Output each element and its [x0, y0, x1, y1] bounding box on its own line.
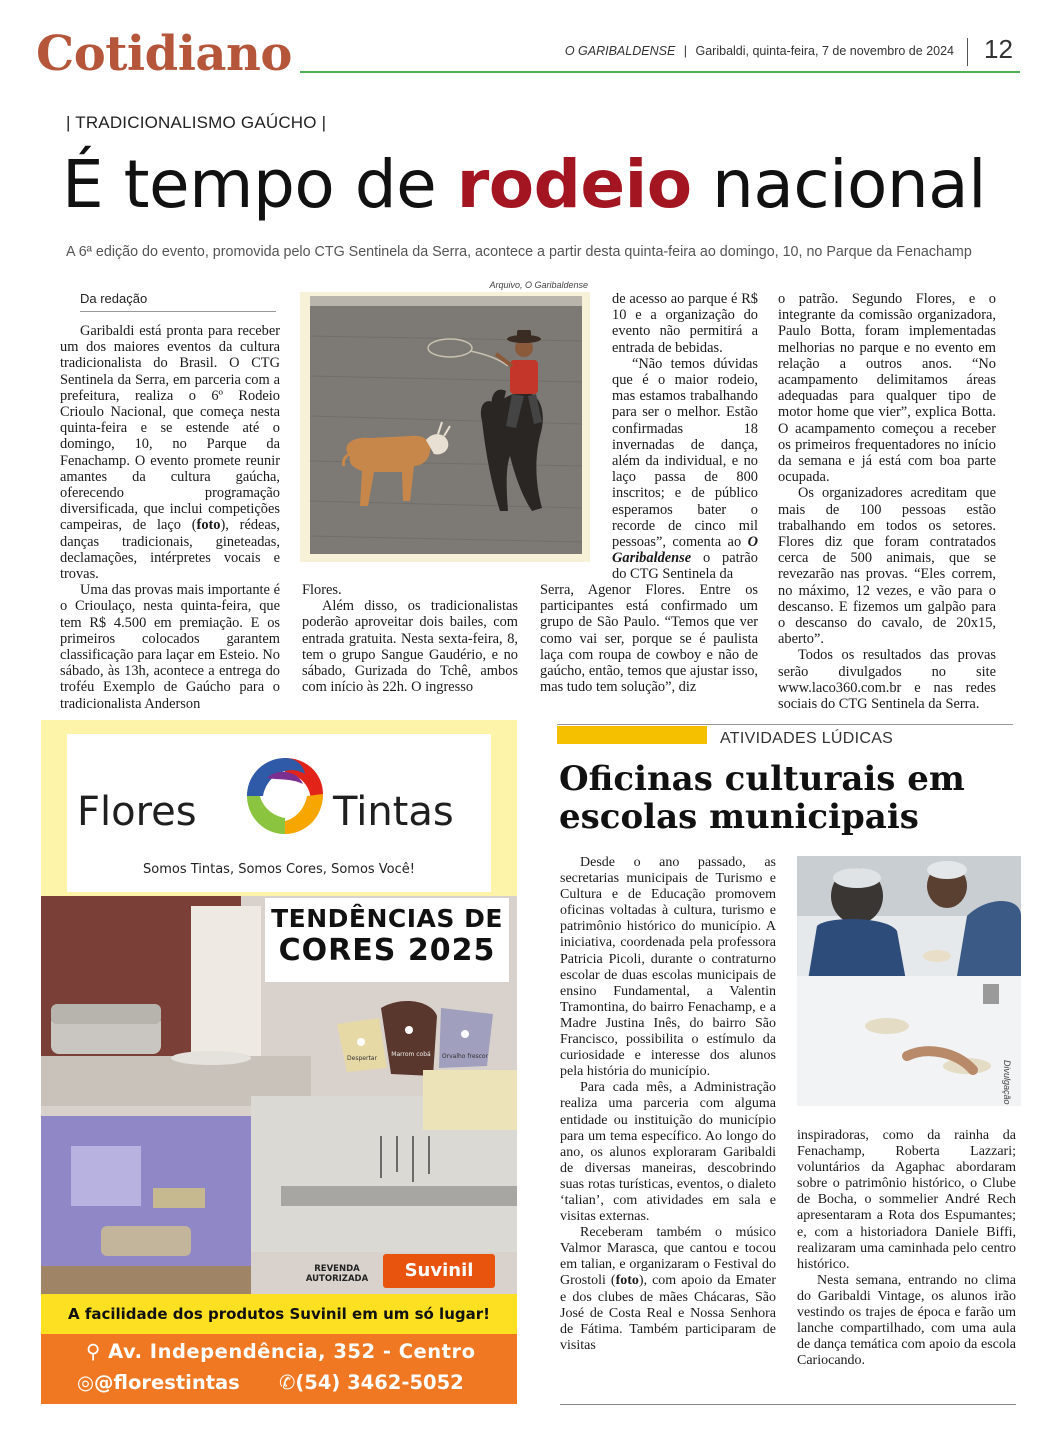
paragraph	[560, 1225, 776, 1354]
text: “Não temos dúvidas que é o maior rodeio, mas estamos trabalhando para ser o melhor. Estão confirmadas 18 invernadas de dança, além da individual, e no laço passa de 800 inscritos; e de público esperamos bater o recorde de cinco mil pessoas”, comenta ao	[612, 355, 758, 551]
article1-column-1	[60, 323, 280, 712]
headline-highlight: rodeio	[456, 146, 692, 223]
ad-phone	[279, 1371, 464, 1394]
authorized-dealer-label: REVENDA AUTORIZADA	[305, 1264, 369, 1284]
paragraph: inspiradoras, como da rainha da Fenachamp, Roberta Lazzari; voluntários da Agaphac abordaram sobre o patrimônio histórico, o Clube de Bocha, o sommelier André Rech apresentaram a Rota dos Espumantes; e, com a historiadora Daniele Biffi, realizaram uma caminhada pelo centro histórico.	[797, 1128, 1016, 1272]
paragraph: de acesso ao parque é R$ 10 e a organização do evento não permitirá a entrada de bebidas.	[612, 291, 758, 356]
paragraph: Nesta semana, entrando no clima do Garibaldi Vintage, os alunos irão vestindo os trajes de época e farão um lanche compartilhado, com uma aula de dança temática com apoio da escola Cariocando.	[797, 1272, 1016, 1369]
advertisement	[41, 720, 517, 1404]
article2-top-rule	[557, 724, 1013, 725]
publication-name: O GARIBALDENSE	[564, 44, 676, 58]
ad-logo-panel	[67, 734, 491, 892]
newspaper-name: O Garibaldense	[612, 534, 758, 567]
article-kicker: | TRADICIONALISMO GAÚCHO |	[66, 113, 327, 132]
ad-slogan: A facilidade dos produtos Suvinil em um só lugar!	[41, 1294, 517, 1334]
text: ), rédeas, danças tradicionais, gineteadas, declamações, intérpretes vocais e trovas.	[60, 517, 281, 583]
headline-post: nacional	[691, 146, 986, 223]
text: Garibaldi está pronta para receber um dos maiores eventos da cultura tradicionalista do Brasil. O CTG Sentinela da Serra, em parceria com a prefeitura, realiza o 6º Rodeio Crioulo Nacional, que começa nesta quinta-feira e se estende até o domingo, 10, no Parque da Fenachamp. O evento promete reunir amantes da cultura gaúcha, oferecendo programação diversificada, que inclui competições campeiras, de laço (	[60, 323, 280, 534]
whatsapp-icon: ✆	[279, 1371, 296, 1394]
ad-instagram	[77, 1371, 240, 1394]
swatch-label-2: Marrom cobá	[391, 1051, 431, 1058]
article2-title: Oficinas culturais em escolas municipais	[559, 759, 965, 837]
suvinil-label: Suvinil	[404, 1260, 474, 1281]
paragraph	[60, 323, 280, 582]
swatch-label-1: Despertar	[347, 1055, 377, 1062]
workshop-photo-image	[797, 856, 1021, 1106]
swatch-label-3: Orvalho frescor	[441, 1053, 489, 1060]
photo-ref: foto	[196, 517, 221, 534]
article-headline	[62, 146, 986, 223]
instagram-handle: @florestintas	[94, 1371, 240, 1394]
article2-column-1	[560, 855, 776, 1354]
photo-credit: Arquivo, O Garibaldense	[489, 280, 588, 290]
swirl-logo-icon	[237, 748, 333, 844]
paragraph: Além disso, os tradicionalistas poderão aproveitar dois bailes, com entrada gratuita. Nesta sexta-feira, 8, tem o grupo Sangue Gaudério, e no sábado, Gurizada do Tchê, ambos com início às 22h. O ingresso	[302, 598, 518, 696]
dateline: Garibaldi, quinta-feira, 7 de novembro de 2024	[695, 44, 954, 58]
section-title: Cotidiano	[36, 26, 292, 82]
article-subhead: A 6ª edição do evento, promovida pelo CTG Sentinela da Serra, acontece a partir desta quinta-feira ao domingo, 10, no Parque da Fenachamp	[66, 244, 972, 260]
rodeo-photo-image	[310, 296, 582, 554]
header-info	[565, 44, 954, 58]
byline-rule	[80, 311, 276, 312]
paragraph: Todos os resultados das provas serão divulgados no site www.laco360.com.br e nas redes sociais do CTG Sentinela da Serra.	[778, 647, 996, 713]
location-pin-icon: ⚲	[86, 1340, 101, 1363]
brand-name-left: Flores	[77, 789, 197, 835]
ad-contact-panel	[41, 1334, 517, 1404]
address-text: Av. Independência, 352 - Centro	[108, 1340, 476, 1363]
article1-column-3a	[612, 291, 758, 583]
paragraph: Desde o ano passado, as secretarias municipais de Turismo e Cultura e de Educação promovem oficinas voltadas à cultura, turismo e patrimônio histórico do município. A iniciativa, coordenada pela professora Patricia Picoli, durante o contraturno escolar de duas escolas municipais de ensino Fundamental, a Valentin Tramontina, do bairro Fenachamp, e a Madre Justina Inês, do bairro São Francisco, possibilita o estímulo da curiosidade e interesse dos alunos pela história do município.	[560, 855, 776, 1080]
text: Receberam também o músico Valmor Marasca, que cantou e tocou em talian, e organizaram o Festival do Grostoli (	[560, 1225, 776, 1289]
article2-accent-bar	[557, 726, 707, 744]
paragraph: Uma das provas mais importante é o Crioulaço, nesta quinta-feira, que tem R$ 4.500 em premiação. E os primeiros colocados garantem classificação para laçar em Esteio. No sábado, às 13h, acontece a entrega do troféu Exemplo de Gaúcho para o tradicionalista Anderson	[60, 582, 280, 712]
paragraph	[612, 356, 758, 583]
trend-banner	[265, 898, 509, 982]
article1-column-4	[778, 291, 996, 712]
paragraph: Flores.	[302, 582, 342, 598]
text: o patrão do CTG Sentinela da	[612, 550, 758, 583]
header-rule	[300, 71, 1020, 73]
header-separator: |	[683, 44, 688, 58]
article1-column-3b	[540, 582, 758, 695]
article1-column-2	[302, 582, 518, 695]
article2-column-2	[797, 1128, 1016, 1369]
text: ), com apoio da Emater e dos clubes de mães Chácaras, São José de Costa Real e Nossa Senhora de Fátima. Também participaram de visitas	[560, 1273, 776, 1353]
bottom-rule	[560, 1404, 1016, 1405]
workshop-photo	[797, 856, 1021, 1106]
article2-photo-credit: Divulgação	[1002, 1060, 1012, 1105]
ad-tagline: Somos Tintas, Somos Cores, Somos Você!	[143, 862, 415, 877]
ad-address	[86, 1340, 476, 1363]
headline-pre: É tempo de	[62, 146, 457, 223]
rodeo-photo	[300, 292, 590, 562]
trend-line-2: CORES 2025	[278, 933, 496, 968]
suvinil-logo	[383, 1254, 495, 1288]
paragraph: Para cada mês, a Administração realiza uma parceria com alguma entidade ou instituição do município para um tema específico. Ao longo do ano, os alunos exploraram Garibaldi de diversas maneiras, descobrindo suas rotas turísticas, eventos, o dialeto ‘talian’, com atividades em sala e visitas externas.	[560, 1080, 776, 1225]
phone-number: (54) 3462-5052	[295, 1371, 464, 1394]
header-divider	[967, 38, 968, 66]
article2-kicker: ATIVIDADES LÚDICAS	[720, 730, 894, 747]
trend-line-1: TENDÊNCIAS DE	[271, 904, 503, 933]
paragraph: Os organizadores acreditam que mais de 100 pessoas estão trabalhando em todos os setores. Flores diz que foram contratados cerca de 500 animais, que se revezarão nas provas. “Eles correm, no máximo, 12 vezes, e vão para o descanso. E fizemos um galpão para o descanso do cavalo, de 20x15, aberto”.	[778, 485, 996, 648]
paragraph: o patrão. Segundo Flores, e o integrante da comissão organizadora, Paulo Botta, foram implementadas melhorias no parque e no evento em relação a outros anos. “No acampamento delimitamos áreas adequadas para qualquer tipo de motor home que vier”, explica Botta. O acampamento começou a receber os primeiros frequentadores no início da semana e já está com boa parte ocupada.	[778, 291, 996, 486]
brand-name-right: Tintas	[333, 789, 454, 835]
instagram-icon: ◎	[77, 1371, 95, 1394]
byline: Da redação	[80, 291, 148, 306]
page-number: 12	[984, 34, 1013, 64]
photo-ref: foto	[615, 1273, 639, 1289]
paragraph: Serra, Agenor Flores. Entre os participantes está confirmado um grupo de São Paulo. “Temos que ver como vai ser, porque se é paulista laça com roupa de cowboy e não de gaúcho, então, temos que ajustar isso, mas tudo tem solução”, diz	[540, 582, 758, 696]
